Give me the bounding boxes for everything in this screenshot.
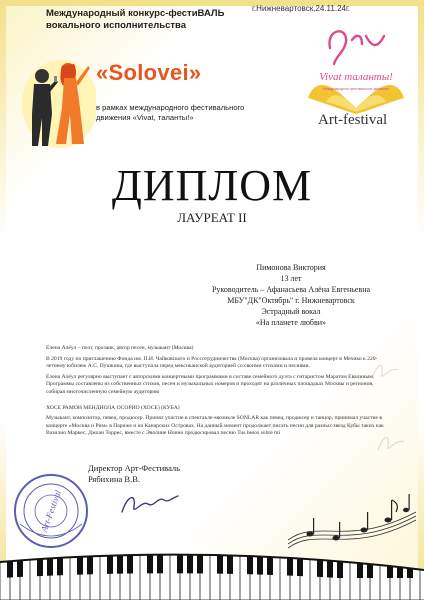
singers-icon xyxy=(18,52,96,148)
bio-heading: ХОСЕ РАМОН МЕНДИОЛА ОСОРИО (ХОСЕ) (КУБА) xyxy=(46,404,180,411)
logo-caption: Международное фестивальное движение xyxy=(323,87,389,91)
recipient-institution: МБУ"ДК"Октябрь" г. Нижневартовск xyxy=(227,296,355,305)
director-signature-icon xyxy=(118,490,180,520)
issue-date: г.Нижневартовск,24.11.24г. xyxy=(252,4,351,13)
recipient-category: Эстрадный вокал xyxy=(261,307,321,316)
bio-paragraph: В 2019 году по приглашению Фонда им. П.И. Чайковского и Россотрудничества (Москва) организовала и провела концерт в Мехико к 220-летнему юбилею А.С. Пушкина, где выступала перед мексиканской аудиторией со своими стихами и песнями. xyxy=(46,355,378,370)
laureate-degree: ЛАУРЕАТ II xyxy=(177,210,247,225)
contest-subtitle: в рамках международного фестивального движения «Vivat, таланты!» xyxy=(96,103,245,122)
recipient-teacher: Руководитель – Афанасьева Алёна Евгеньевна xyxy=(211,285,371,294)
recipient-block xyxy=(176,262,406,328)
official-stamp-icon xyxy=(10,468,92,554)
stamp-text: Art-Festival xyxy=(38,488,64,534)
logo-script-text: Vivat таланты! xyxy=(319,71,393,83)
director-block xyxy=(88,463,180,485)
recipient-song: «На планете любви» xyxy=(255,318,327,327)
watermark-signature-icon xyxy=(376,432,406,456)
frame-right xyxy=(418,0,424,600)
bio-paragraph: Елена Алёул регулярно выступает с авторскими концертными программами в составе семейного дуэта с гитаристом Маратом Евалиным. Программы составлены из собственных стихов, песен и музыкальных номеров и проходят на различных площадках Москвы и регионов, собирая многочисленную семейную аудиторию xyxy=(46,373,375,395)
bio-paragraph: Музыкант, композитор, певец, продюсер. Принял участие в спектакле-мюзикле SONLAR как певец, продюсер и танцор, принимал участие в концерте «Москва и Рим» в Париже и на Канарских Островах. На данный момент продолжает писать песни для разных звезд Кубы таких как Вазилио Маркес, Джоан Торрес, вместе с Эволине Ноино продюсировал песню Tus besos sobre mi xyxy=(46,415,384,437)
jury-bio xyxy=(46,345,384,441)
director-title: Директор Арт-Фестиваль xyxy=(88,463,181,473)
contest-title: Международный конкурс-фестиВАЛЬ вокального исполнительства xyxy=(46,8,225,31)
recipient-age: 13 лет xyxy=(280,274,302,283)
frame-top xyxy=(0,0,424,6)
frame-left xyxy=(0,0,6,600)
bio-paragraph: Елена Алёул – поэт, прозаик, автор песен, музыкант (Москва) xyxy=(46,345,194,351)
piano-keyboard-icon xyxy=(0,548,424,600)
diploma-title: ДИПЛОМ xyxy=(111,161,313,210)
recipient-name: Пимонова Виктория xyxy=(256,263,326,272)
director-name: Рябихина В.В. xyxy=(88,474,141,484)
art-festival-label: Art-festival xyxy=(318,112,388,128)
watermark-signature-icon xyxy=(370,360,400,384)
contest-brand: «Solovei» xyxy=(96,60,202,85)
